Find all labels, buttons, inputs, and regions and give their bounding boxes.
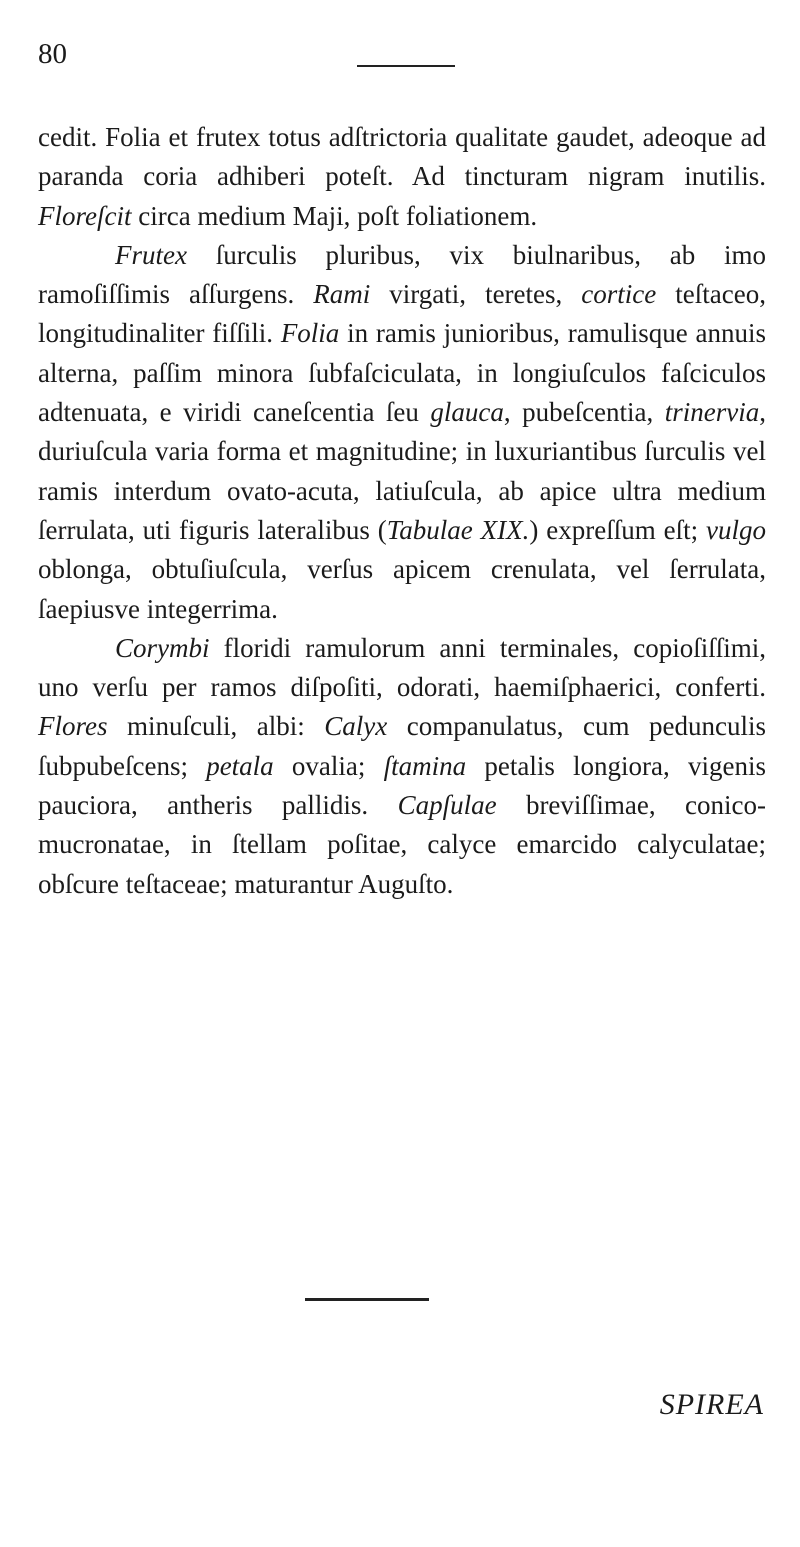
text-run: , duriuſcula varia forma et magnitudine; in luxuriantibus ſurculis vel ramis interdum ovato-acuta, latiuſcula, ab apice ultra medium ſerrulata, uti figuris lateralibus ( bbox=[38, 397, 766, 545]
text-run: circa medium Maji, poſt foliationem. bbox=[131, 200, 538, 231]
italic-term: cortice bbox=[581, 279, 657, 310]
italic-term: Calyx bbox=[324, 711, 388, 742]
text-run: oblonga, obtuſiuſcula, verſus apicem crenulata, vel ſerrulata, ſaepiusve integerrima. bbox=[38, 554, 766, 624]
italic-term: trinervia bbox=[664, 397, 760, 428]
text-run: ovalia; bbox=[273, 750, 384, 781]
text-run: teſtaceo, longitudinaliter fiſſili. bbox=[38, 279, 766, 349]
italic-term: Folia bbox=[280, 318, 340, 349]
catchword: SPIREA bbox=[659, 1388, 764, 1421]
italic-term: Flores bbox=[38, 711, 108, 742]
italic-term: ſtamina bbox=[383, 750, 467, 781]
text-run: floridi ramulorum anni terminales, copioſiſſimi, uno verſu per ramos diſpoſiti, odorati, haemiſphaerici, conferti. bbox=[38, 632, 766, 703]
header-rule bbox=[357, 65, 455, 67]
italic-term: Corymbi bbox=[115, 632, 210, 663]
footer-rule bbox=[305, 1298, 429, 1301]
italic-term: Capſulae bbox=[397, 790, 497, 821]
paragraph bbox=[38, 236, 766, 629]
italic-term: Tabulae XIX. bbox=[386, 514, 530, 545]
text-run: cedit. Folia et frutex totus adſtrictoria qualitate gaudet, adeoque ad paranda coria adhiberi poteſt. Ad tincturam nigram inutilis. bbox=[38, 122, 766, 192]
italic-term: Rami bbox=[313, 279, 371, 310]
text-run: breviſſimae, conico-mucronatae, in ſtellam poſitae, calyce emarcido calyculatae; obſcure teſtaceae; maturantur Auguſto. bbox=[38, 790, 766, 899]
text-run: minuſculi, albi: bbox=[107, 711, 325, 742]
italic-term: glauca bbox=[430, 397, 504, 428]
italic-term: vulgo bbox=[706, 514, 767, 545]
italic-term: Frutex bbox=[115, 239, 187, 270]
page-number: 80 bbox=[38, 38, 67, 70]
text-run: virgati, teretes, bbox=[370, 279, 582, 310]
paragraph bbox=[38, 118, 766, 236]
italic-term: petala bbox=[206, 750, 274, 781]
paragraph bbox=[38, 629, 766, 904]
text-run: companulatus, cum pedunculis ſubpubeſcens; bbox=[38, 711, 766, 781]
text-run: , pubeſcentia, bbox=[503, 397, 665, 428]
text-run: ) expreſſum eſt; bbox=[529, 514, 707, 545]
text-run: petalis longiora, vigenis pauciora, antheris pallidis. bbox=[38, 750, 766, 821]
italic-term: Floreſcit bbox=[38, 200, 132, 231]
text-run: in ramis junioribus, ramulisque annuis alterna, paſſim minora ſubfaſciculata, in longiuſculos faſciculos adtenuata, e viridi caneſcentia ſeu bbox=[38, 318, 766, 428]
body-text bbox=[38, 118, 766, 904]
text-run: ſurculis pluribus, vix biulnaribus, ab imo ramoſiſſimis aſſurgens. bbox=[38, 239, 766, 310]
